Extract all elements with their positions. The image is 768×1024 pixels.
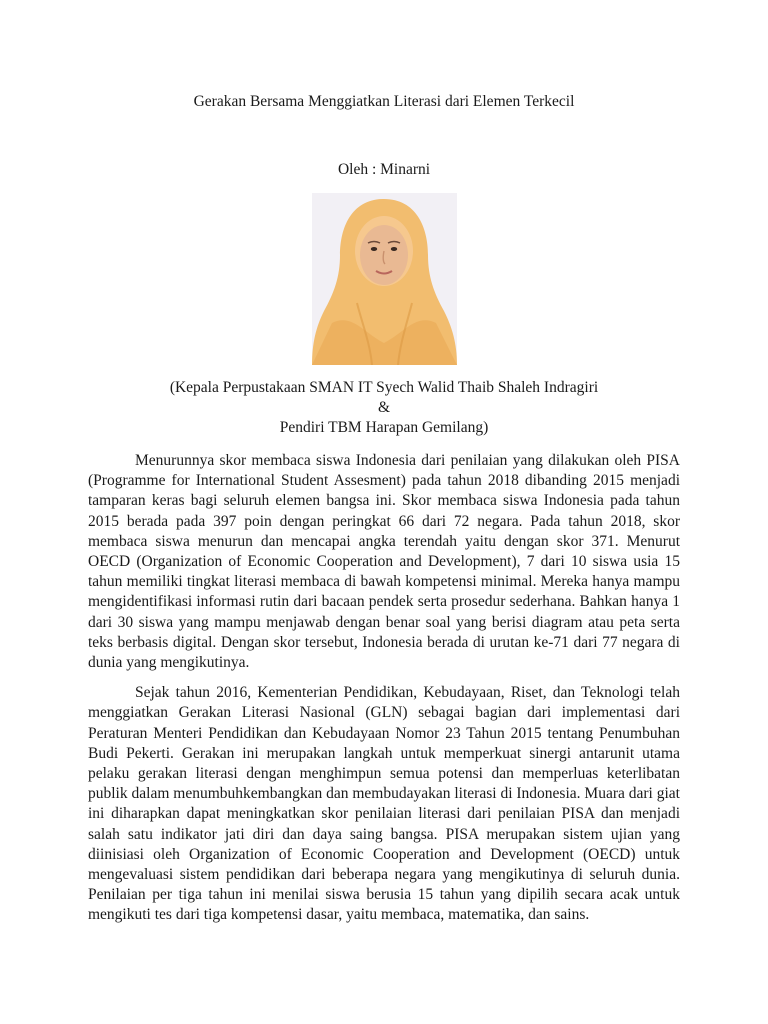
- paragraph-2: Sejak tahun 2016, Kementerian Pendidikan, Kebudayaan, Riset, dan Teknologi telah menggiatkan Gerakan Literasi Nasional (GLN) sebagai bagian dari implementasi dari Peraturan Menteri Pendidikan dan Kebudayaan Nomor 23 Tahun 2015 tentang Penumbuhan Budi Pekerti. Gerakan ini merupakan langkah untuk memperkuat sinergi antarunit utama pelaku gerakan literasi dengan menghimpun semua potensi dan memperluas keterlibatan publik dalam menumbuhkembangkan dan membudayakan literasi di Indonesia. Muara dari giat ini diharapkan dapat meningkatkan skor penilaian literasi dari penilaian PISA dan menjadi salah satu indikator jati diri dan daya saing bangsa. PISA merupakan sistem ujian yang diinisiasi oleh Organization of Economic Cooperation and Development (OECD) untuk mengevaluasi sistem pendidikan dari beberapa negara yang mengikutinya di seluruh dunia. Penilaian per tiga tahun ini menilai siswa berusia 15 tahun yang dipilih secara acak untuk mengikuti tes dari tiga kompetensi dasar, yaitu membaca, matematika, dan sains.: [88, 684, 680, 924]
- portrait-photo-icon: [312, 193, 457, 365]
- affiliation-line-2: &: [377, 399, 391, 416]
- author-photo: [312, 193, 457, 365]
- author-affiliation: [0, 378, 768, 438]
- affiliation-line-3: Pendiri TBM Harapan Gemilang): [279, 419, 489, 436]
- author-line: Oleh : Minarni: [337, 161, 431, 178]
- affiliation-line-1: (Kepala Perpustakaan SMAN IT Syech Walid Thaib Shaleh Indragiri: [169, 379, 599, 396]
- article-body: [88, 451, 680, 936]
- article-title: Gerakan Bersama Menggiatkan Literasi dari Elemen Terkecil: [193, 93, 575, 110]
- paragraph-1: Menurunnya skor membaca siswa Indonesia dari penilaian yang dilakukan oleh PISA (Programme for International Student Assesment) pada tahun 2018 dibanding 2015 menjadi tamparan keras bagi seluruh elemen bangsa ini. Skor membaca siswa Indonesia pada tahun 2015 berada pada 397 poin dengan peringkat 66 dari 72 negara. Pada tahun 2018, skor membaca siswa menurun dan mencapai angka terendah yaitu dengan skor 371. Menurut OECD (Organization of Economic Cooperation and Development), 7 dari 10 siswa usia 15 tahun memiliki tingkat literasi membaca di bawah kompetensi minimal. Mereka hanya mampu mengidentifikasi informasi rutin dari bacaan pendek serta prosedur sederhana. Bahkan hanya 1 dari 30 siswa yang mampu menjawab dengan benar soal yang berisi diagram atau peta serta teks berbasis digital. Dengan skor tersebut, Indonesia berada di urutan ke-71 dari 77 negara di dunia yang mengikutinya.: [88, 452, 680, 672]
